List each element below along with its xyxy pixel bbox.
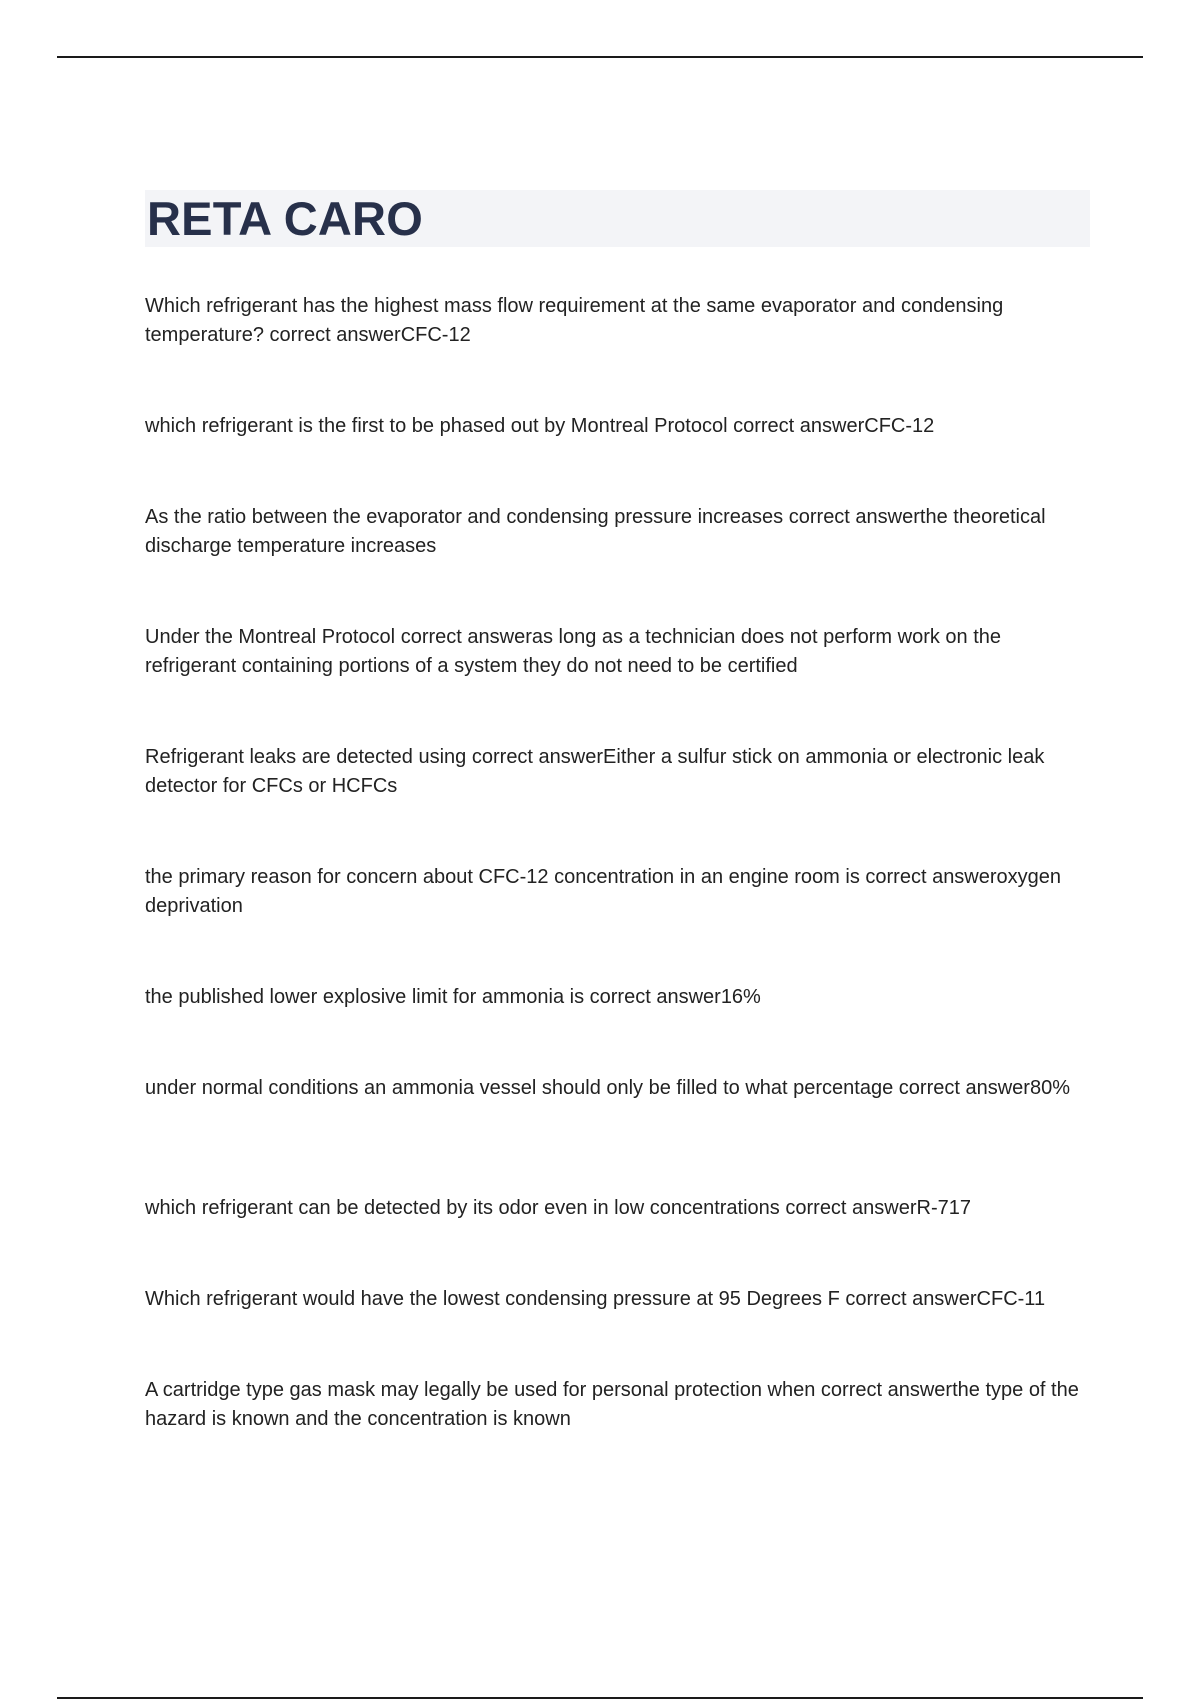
answer-separator: correct answer	[839, 1288, 977, 1310]
answer-separator: correct answer	[815, 1379, 953, 1401]
question-text: Under the Montreal Protocol	[145, 626, 396, 648]
question-text: under normal conditions an ammonia vessel should only be filled to what percentage	[145, 1077, 894, 1099]
answer-text: CFC-12	[400, 324, 471, 346]
qa-item	[145, 292, 1090, 350]
answer-text: 80%	[1029, 1077, 1070, 1099]
qa-item	[145, 863, 1090, 921]
answer-text: oxygen deprivation	[145, 866, 1062, 917]
answer-separator: correct answer	[466, 746, 604, 768]
answer-separator: correct answer	[395, 626, 532, 648]
qa-item	[145, 1285, 1090, 1314]
answer-separator: correct answer	[263, 324, 401, 346]
qa-item	[145, 412, 1090, 441]
question-text: A cartridge type gas mask may legally be used for personal protection when	[145, 1379, 816, 1401]
qa-list	[145, 292, 1090, 1496]
answer-separator: correct answer	[859, 866, 997, 888]
question-text: As the ratio between the evaporator and condensing pressure increases	[145, 506, 784, 528]
document-title: RETA CARO	[147, 192, 423, 245]
title-band	[145, 190, 1090, 247]
answer-text: the type of the hazard is known and the concentration is known	[145, 1379, 1079, 1430]
answer-separator: correct answer	[727, 415, 865, 437]
answer-text: the theoretical discharge temperature increases	[145, 506, 1046, 557]
answer-text: Either a sulfur stick on ammonia or electronic leak detector for CFCs or HCFCs	[145, 746, 1045, 797]
answer-separator: correct answer	[584, 986, 721, 1008]
answer-text: CFC-11	[976, 1288, 1046, 1310]
qa-item	[145, 1074, 1090, 1132]
qa-item	[145, 983, 1090, 1012]
answer-separator: correct answer	[783, 506, 920, 528]
header-rule	[57, 56, 1143, 58]
answer-text: as long as a technician does not perform work on the refrigerant containing portions of a system they do not need to be certified	[145, 626, 1002, 677]
qa-item	[145, 623, 1090, 681]
answer-text: R-717	[916, 1197, 972, 1219]
question-text: the published lower explosive limit for ammonia is	[145, 986, 585, 1008]
qa-item	[145, 743, 1090, 801]
answer-text: CFC-12	[864, 415, 935, 437]
qa-item	[145, 503, 1090, 561]
question-text: the primary reason for concern about CFC-12 concentration in an engine room is	[145, 866, 860, 888]
question-text: which refrigerant can be detected by its odor even in low concentrations	[145, 1197, 780, 1219]
footer-rule	[57, 1697, 1143, 1699]
question-text: Refrigerant leaks are detected using	[145, 746, 467, 768]
answer-separator: correct answer	[893, 1077, 1030, 1099]
answer-separator: correct answer	[779, 1197, 917, 1219]
question-text: Which refrigerant has the highest mass flow requirement at the same evaporator and condensing temperature?	[145, 295, 1004, 346]
answer-text: 16%	[720, 986, 761, 1008]
question-text: which refrigerant is the first to be phased out by Montreal Protocol	[145, 415, 728, 437]
qa-item	[145, 1194, 1090, 1223]
qa-item	[145, 1376, 1090, 1434]
question-text: Which refrigerant would have the lowest condensing pressure at 95 Degrees F	[145, 1288, 840, 1310]
